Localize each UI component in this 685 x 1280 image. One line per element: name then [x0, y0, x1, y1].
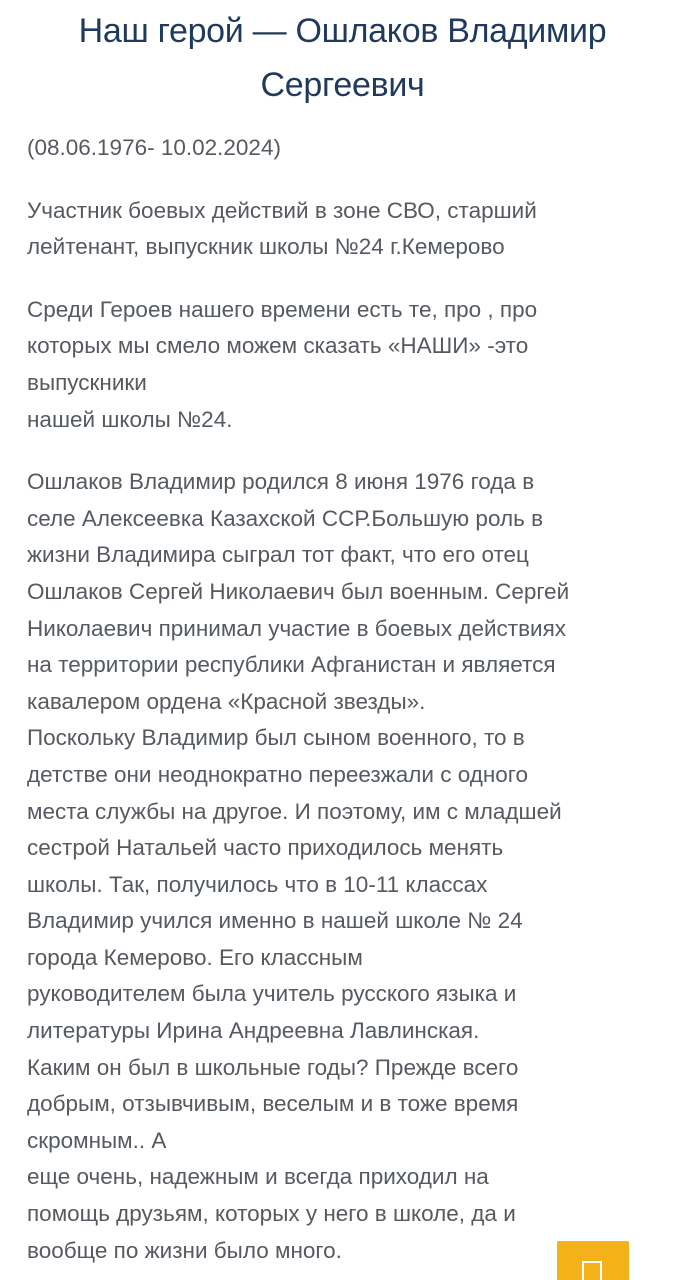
- text-line: нашей школы №24.: [27, 406, 233, 432]
- text-line: Среди Героев нашего времени есть те, про , про: [27, 296, 538, 322]
- text-line: кавалером ордена «Красной звезды».: [27, 688, 426, 714]
- text-line: помощь друзьям, которых у него в школе, да и: [27, 1201, 516, 1227]
- text-line: вообще по жизни было много.: [27, 1237, 342, 1263]
- missing-glyph-icon: [582, 1261, 602, 1280]
- text-line: которых мы смело можем сказать «НАШИ» -это: [27, 333, 529, 359]
- text-line: Ошлаков Владимир родился 8 июня 1976 года в: [27, 469, 535, 495]
- text-line: города Кемерово. Его классным: [27, 944, 363, 970]
- text-line: скромным.. А: [27, 1127, 167, 1153]
- text-line: Участник боевых действий в зоне СВО, старший: [27, 197, 537, 223]
- text-line: руководителем была учитель русского языка и: [27, 981, 517, 1007]
- scroll-to-top-button[interactable]: [557, 1241, 629, 1280]
- article-body: [27, 130, 657, 1280]
- text-line: Ошлаков Сергей Николаевич был военным. Сергей: [27, 578, 570, 604]
- biography-paragraph: [27, 464, 657, 1269]
- rank-paragraph: [27, 193, 657, 266]
- text-line: селе Алексеевка Казахской ССР.Большую роль в: [27, 505, 544, 531]
- text-line: Каким он был в школьные годы? Прежде всего: [27, 1054, 519, 1080]
- text-line: сестрой Натальей часто приходилось менять: [27, 835, 504, 861]
- text-line: добрым, отзывчивым, веселым и в тоже время: [27, 1091, 519, 1117]
- dates-paragraph: [27, 130, 657, 167]
- text-line: (08.06.1976- 10.02.2024): [27, 135, 281, 160]
- text-line: Владимир учился именно в нашей школе № 24: [27, 908, 523, 934]
- intro-paragraph: [27, 292, 657, 438]
- text-line: Николаевич принимал участие в боевых действиях: [27, 615, 567, 641]
- text-line: детстве они неоднократно переезжали с одного: [27, 761, 529, 787]
- text-line: лейтенант, выпускник школы №24 г.Кемерово: [27, 234, 505, 260]
- text-line: на территории республики Афганистан и является: [27, 652, 556, 678]
- page-title: [20, 4, 665, 112]
- text-line: места службы на другое. И поэтому, им с младшей: [27, 798, 562, 824]
- title-line: Сергеевич: [260, 66, 425, 104]
- text-line: еще очень, надежным и всегда приходил на: [27, 1164, 489, 1190]
- text-line: литературы Ирина Андреевна Лавлинская.: [27, 1018, 480, 1044]
- title-line: Наш герой — Ошлаков Владимир: [78, 12, 607, 50]
- text-line: выпускники: [27, 369, 147, 395]
- text-line: школы. Так, получилось что в 10-11 классах: [27, 871, 488, 897]
- text-line: жизни Владимира сыграл тот факт, что его отец: [27, 542, 529, 568]
- text-line: Поскольку Владимир был сыном военного, то в: [27, 725, 525, 751]
